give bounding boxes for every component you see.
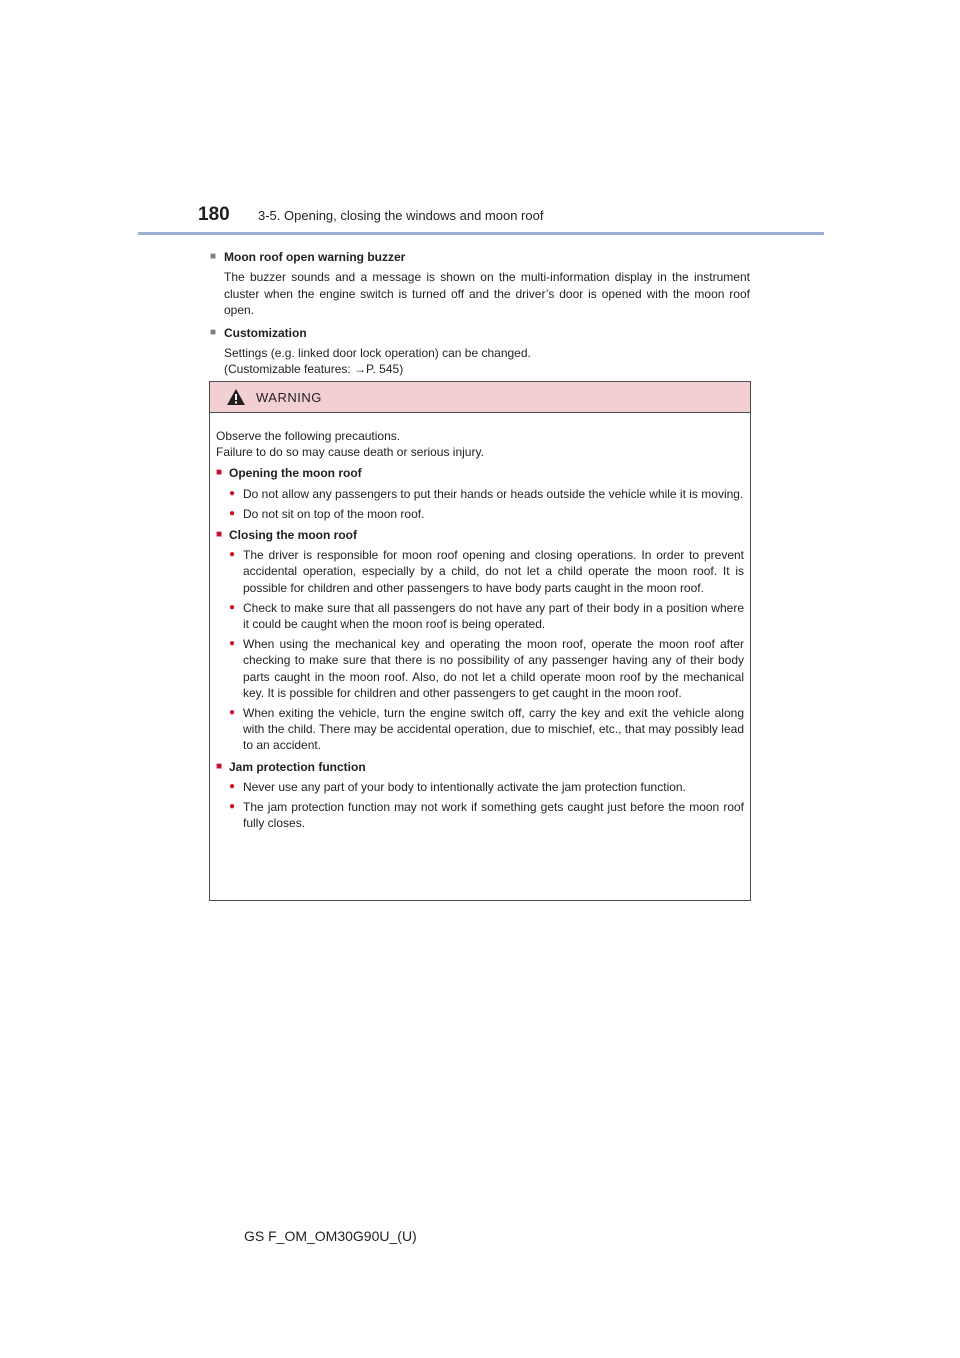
section-title: 3-5. Opening, closing the windows and moon roof <box>258 208 544 223</box>
warning-triangle-icon <box>226 388 246 406</box>
warning-bullet: ● When using the mechanical key and operating the moon roof, operate the moon roof after checking to make sure that there is no possibility of any passenger having any of their body parts caught in the moon roof. Also, do not let a child operate moon roof by the mechanical key. It is possible for children and other passengers to get caught in the moon roof. <box>216 636 744 701</box>
warning-bullet: ● Do not allow any passengers to put their hands or heads outside the vehicle while it is moving. <box>216 486 744 502</box>
warning-bullet: ● The jam protection function may not work if something gets caught just before the moon roof fully closes. <box>216 799 744 831</box>
page-number: 180 <box>198 204 230 225</box>
customization-line-2: (Customizable features: →P. 545) <box>224 362 404 377</box>
warning-bullet: ● Never use any part of your body to intentionally activate the jam protection function. <box>216 779 744 795</box>
note-body-buzzer: The buzzer sounds and a message is shown on the multi-information display in the instrument cluster when the engine switch is turned off and the driver’s door is opened with the moon roof open. <box>224 270 750 318</box>
warning-header <box>210 382 750 413</box>
customization-line-1: Settings (e.g. linked door lock operation) can be changed. <box>224 346 531 361</box>
warning-intro-1: Observe the following precautions. <box>216 429 401 443</box>
note-body-customization <box>210 345 750 378</box>
note-heading-buzzer: ■ Moon roof open warning buzzer <box>210 249 750 265</box>
warning-bullet: ● Do not sit on top of the moon roof. <box>216 506 744 522</box>
warning-intro-2: Failure to do so may cause death or serious injury. <box>216 445 484 460</box>
notes-section <box>210 246 750 384</box>
warning-heading-closing: ■ Closing the moon roof <box>216 527 744 543</box>
warning-heading-opening: ■ Opening the moon roof <box>216 465 744 481</box>
warning-title: WARNING <box>256 389 322 405</box>
note-heading-customization: ■ Customization <box>210 325 750 341</box>
warning-bullet: ● When exiting the vehicle, turn the engine switch off, carry the key and exit the vehicle along with the child. There may be accidental operation, due to mischief, etc., that may possibly lead to an accident. <box>216 705 744 754</box>
footer-code: GS F_OM_OM30G90U_(U) <box>244 1228 417 1244</box>
warning-bullet: ● The driver is responsible for moon roof opening and closing operations. In order to prevent accidental operation, especially by a child, do not let a child operate the moon roof. It is possible for children and other passengers to have body parts caught in the moon roof. <box>216 547 744 596</box>
warning-heading-jam: ■ Jam protection function <box>216 759 744 775</box>
header-rule <box>138 232 824 235</box>
warning-body <box>210 413 750 831</box>
page-header <box>198 204 543 226</box>
warning-box <box>209 381 751 901</box>
warning-bullet: ● Check to make sure that all passengers do not have any part of their body in a position where it could be caught when the moon roof is being operated. <box>216 600 744 632</box>
